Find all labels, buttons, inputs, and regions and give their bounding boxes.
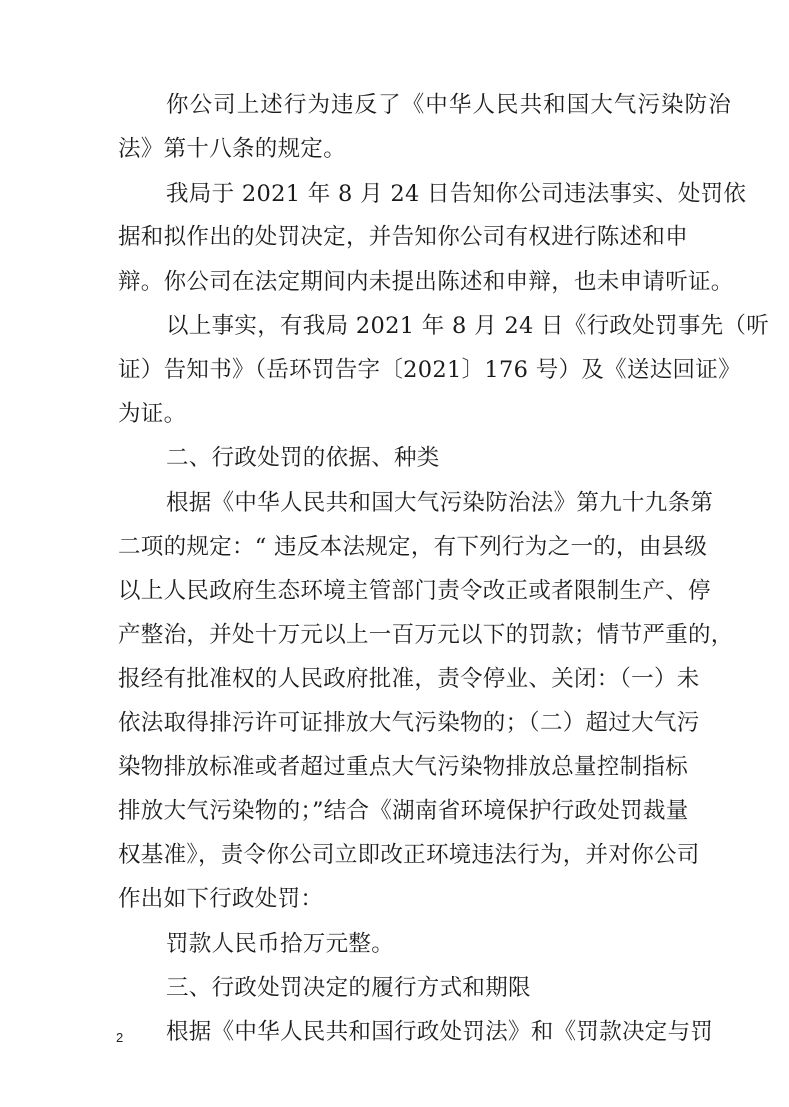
page-number: 2 [116, 1030, 124, 1045]
paragraph-line: 我局于 2021 年 8 月 24 日告知你公司违法事实、处罚依 [166, 181, 747, 207]
section-heading: 三、行政处罚决定的履行方式和期限 [166, 975, 531, 1001]
paragraph-line: 作出如下行政处罚： [118, 886, 324, 912]
paragraph-line: 二项的规定：“ 违反本法规定，有下列行为之一的，由县级 [118, 534, 708, 560]
paragraph-line: 法》第十八条的规定。 [118, 136, 347, 162]
paragraph-line: 产整治，并处十万元以上一百万元以下的罚款；情节严重的， [118, 622, 734, 648]
paragraph-line: 权基准》，责令你公司立即改正环境违法行为，并对你公司 [118, 842, 700, 868]
paragraph-line: 你公司上述行为违反了《中华人民共和国大气污染防治 [166, 92, 731, 118]
paragraph-line: 染物排放标准或者超过重点大气污染物排放总量控制指标 [118, 754, 689, 780]
paragraph-line: 根据《中华人民共和国行政处罚法》和《罚款决定与罚 [166, 1019, 714, 1045]
paragraph-line: 报经有批准权的人民政府批准，责令停业、关闭：（一）未 [118, 666, 700, 692]
paragraph-line: 依法取得排污许可证排放大气污染物的；（二）超过大气污 [118, 710, 700, 736]
penalty-line: 罚款人民币拾万元整。 [166, 931, 395, 957]
paragraph-line: 排放大气污染物的；”结合《湖南省环境保护行政处罚裁量 [118, 798, 689, 824]
paragraph-line: 以上事实，有我局 2021 年 8 月 24 日《行政处罚事先（听 [166, 313, 770, 339]
paragraph-line: 证）告知书》（岳环罚告字〔2021〕176 号）及《送达回证》 [118, 357, 741, 383]
paragraph-line: 据和拟作出的处罚决定，并告知你公司有权进行陈述和申 [118, 224, 689, 250]
paragraph-line: 为证。 [118, 401, 187, 427]
paragraph-line: 辩。你公司在法定期间内未提出陈述和申辩，也未申请听证。 [118, 269, 734, 295]
section-heading: 二、行政处罚的依据、种类 [166, 445, 440, 471]
paragraph-line: 以上人民政府生态环境主管部门责令改正或者限制生产、停 [118, 578, 711, 604]
paragraph-line: 根据《中华人民共和国大气污染防治法》第九十九条第 [166, 490, 714, 516]
